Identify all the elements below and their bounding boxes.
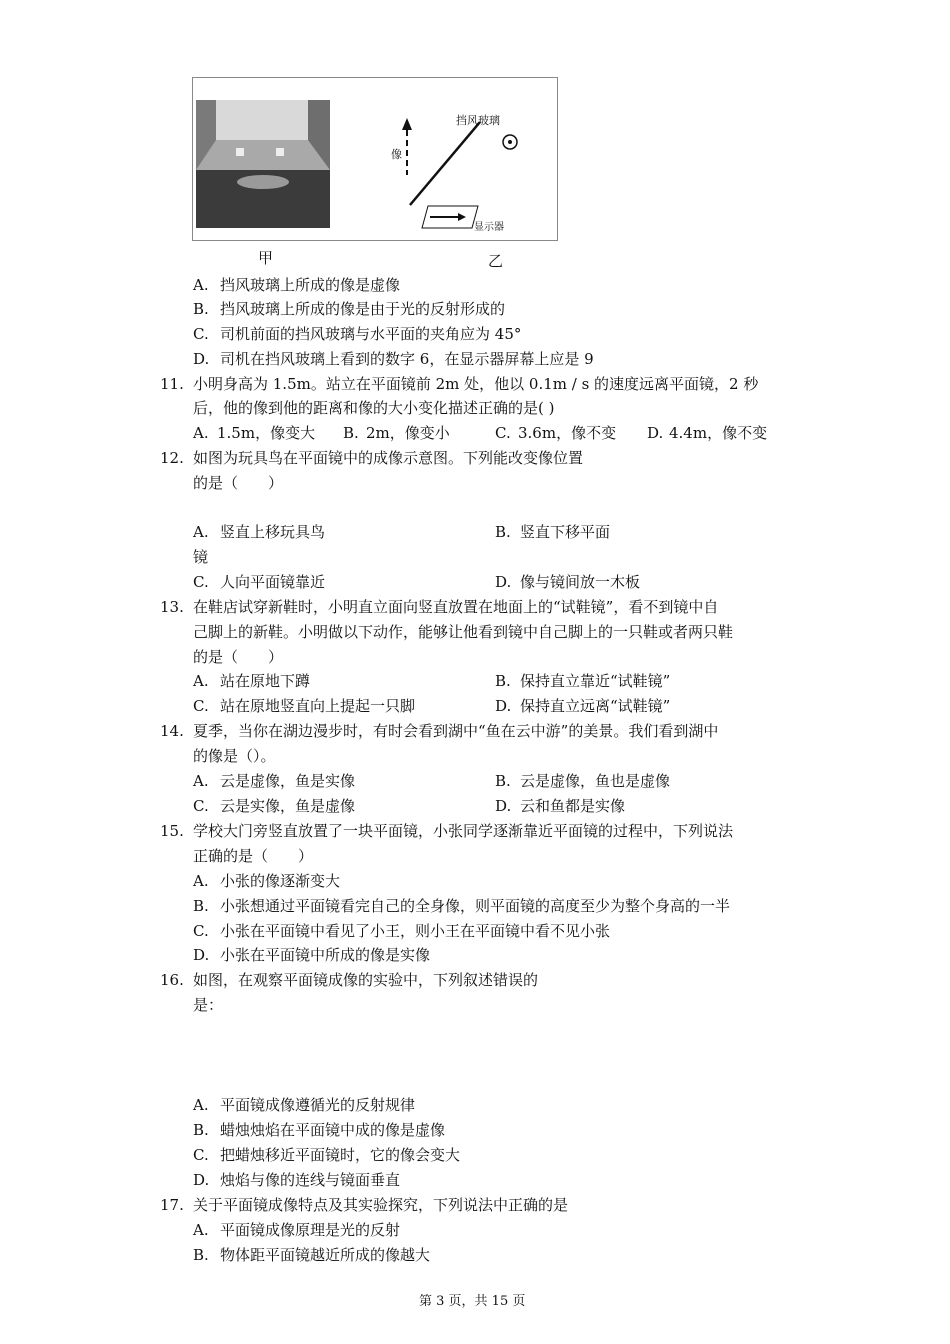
display-label: 显示器 — [474, 222, 504, 233]
dashboard-photo-icon — [196, 100, 330, 228]
q13-option-b-letter: B. — [495, 672, 511, 690]
q12-option-a: 竖直上移玩具鸟 — [220, 523, 326, 541]
q16-option-c: 把蜡烛移近平面镜时，它的像会变大 — [220, 1146, 461, 1164]
q11-option-c-letter: C. — [495, 424, 511, 442]
q11-option-c: 3.6m，像不变 — [518, 424, 617, 442]
q10-option-d-letter: D. — [193, 350, 210, 368]
q11-line2: 后，他的像到他的距离和像的大小变化描述正确的是( ) — [193, 399, 555, 417]
q16-number: 16. — [160, 971, 184, 989]
q14-option-b: 云是虚像，鱼也是虚像 — [520, 772, 671, 790]
q12-option-d: 像与镜间放一木板 — [520, 573, 641, 591]
q10-option-b-letter: B. — [193, 300, 209, 318]
q13-option-c-letter: C. — [193, 697, 209, 715]
q11-option-b: 2m，像变小 — [366, 424, 450, 442]
q17-number: 17. — [160, 1196, 184, 1214]
q11-option-d: 4.4m，像不变 — [669, 424, 768, 442]
q14-option-c: 云是实像，鱼是虚像 — [220, 797, 356, 815]
q15-option-b: 小张想通过平面镜看完自己的全身像，则平面镜的高度至少为整个身高的一半 — [220, 897, 731, 915]
q13-number: 13. — [160, 598, 184, 616]
q16-option-d: 烛焰与像的连线与镜面垂直 — [220, 1171, 401, 1189]
q15-line2: 正确的是（ ） — [193, 847, 314, 865]
q17-option-a: 平面镜成像原理是光的反射 — [220, 1221, 401, 1239]
q10-option-a: 挡风玻璃上所成的像是虚像 — [220, 276, 401, 294]
q14-option-d-letter: D. — [495, 797, 512, 815]
q12-number: 12. — [160, 449, 184, 467]
figure-label-left: 甲 — [258, 249, 274, 267]
q17-line1: 关于平面镜成像特点及其实验探究，下列说法中正确的是 — [193, 1196, 569, 1214]
q14-option-d: 云和鱼都是实像 — [520, 797, 626, 815]
q13-option-c: 站在原地竖直向上提起一只脚 — [220, 697, 416, 715]
q15-option-a: 小张的像逐渐变大 — [220, 872, 341, 890]
q11-option-b-letter: B. — [343, 424, 359, 442]
q14-option-a-letter: A. — [193, 772, 209, 790]
q13-line3: 的是（ ） — [193, 648, 284, 666]
q17-option-a-letter: A. — [193, 1221, 209, 1239]
windshield-label: 挡风玻璃 — [456, 114, 500, 127]
q12-option-c: 人向平面镜靠近 — [220, 573, 326, 591]
q15-number: 15. — [160, 822, 184, 840]
q14-option-a: 云是虚像，鱼是实像 — [220, 772, 356, 790]
q14-option-b-letter: B. — [495, 772, 511, 790]
q15-option-c: 小张在平面镜中看见了小王，则小王在平面镜中看不见小张 — [220, 922, 611, 940]
q14-number: 14. — [160, 722, 184, 740]
q12-line2: 的是（ ） — [193, 474, 284, 492]
q15-option-a-letter: A. — [193, 872, 209, 890]
figure-label-right: 乙 — [488, 252, 504, 270]
q10-option-d: 司机在挡风玻璃上看到的数字 6，在显示器屏幕上应是 9 — [220, 350, 594, 368]
q16-line2: 是： — [193, 996, 224, 1014]
q11-option-d-letter: D. — [647, 424, 664, 442]
arrow-up-icon — [402, 118, 412, 130]
q14-line2: 的像是（）。 — [193, 747, 276, 765]
q16-option-c-letter: C. — [193, 1146, 209, 1164]
windshield-photo — [196, 100, 330, 228]
q13-option-b: 保持直立靠近“试鞋镜” — [520, 672, 671, 690]
q16-option-b: 蜡烛烛焰在平面镜中成的像是虚像 — [220, 1121, 446, 1139]
q10-option-c: 司机前面的挡风玻璃与水平面的夹角应为 45° — [220, 325, 522, 343]
q15-option-d: 小张在平面镜中所成的像是实像 — [220, 946, 431, 964]
q15-line1: 学校大门旁竖直放置了一块平面镜，小张同学逐渐靠近平面镜的过程中，下列说法 — [193, 822, 734, 840]
q12-option-b-letter: B. — [495, 523, 511, 541]
q17-option-b: 物体距平面镜越近所成的像越大 — [220, 1246, 431, 1264]
windshield-line — [410, 122, 480, 205]
q16-option-d-letter: D. — [193, 1171, 210, 1189]
q14-option-c-letter: C. — [193, 797, 209, 815]
q13-line2: 己脚上的新鞋。小明做以下动作，能够让他看到镜中自己脚上的一只鞋或者两只鞋 — [193, 623, 734, 641]
q11-option-a-letter: A. — [193, 424, 209, 442]
q13-line1: 在鞋店试穿新鞋时，小明直立面向竖直放置在地面上的“试鞋镜”，看不到镜中自 — [193, 598, 719, 616]
q11-option-a: 1.5m，像变大 — [217, 424, 316, 442]
q15-option-d-letter: D. — [193, 946, 210, 964]
q10-option-c-letter: C. — [193, 325, 209, 343]
q12-option-c-letter: C. — [193, 573, 209, 591]
q16-line1: 如图，在观察平面镜成像的实验中，下列叙述错误的 — [193, 971, 539, 989]
q12-option-b-wrap: 镜 — [193, 548, 209, 566]
q12-option-a-letter: A. — [193, 523, 209, 541]
q16-option-a-letter: A. — [193, 1096, 209, 1114]
image-label: 像 — [391, 148, 402, 161]
q13-option-d-letter: D. — [495, 697, 512, 715]
q10-option-b: 挡风玻璃上所成的像是由于光的反射形成的 — [220, 300, 506, 318]
page-footer: 第 3 页，共 15 页 — [419, 1294, 526, 1309]
q12-option-b: 竖直下移平面 — [520, 523, 611, 541]
q11-line1: 小明身高为 1.5m。站立在平面镜前 2m 处，他以 0.1m / s 的速度远离平面镜，2 秒 — [193, 375, 759, 393]
q13-option-a: 站在原地下蹲 — [220, 672, 311, 690]
q12-line1: 如图为玩具鸟在平面镜中的成像示意图。下列能改变像位置 — [193, 449, 584, 467]
q16-option-a: 平面镜成像遵循光的反射规律 — [220, 1096, 416, 1114]
q15-option-c-letter: C. — [193, 922, 209, 940]
q10-option-a-letter: A. — [193, 276, 209, 294]
q13-option-a-letter: A. — [193, 672, 209, 690]
q15-option-b-letter: B. — [193, 897, 209, 915]
q17-option-b-letter: B. — [193, 1246, 209, 1264]
q11-number: 11. — [160, 375, 184, 393]
arrow-right-icon — [458, 213, 466, 221]
q12-option-d-letter: D. — [495, 573, 512, 591]
q16-option-b-letter: B. — [193, 1121, 209, 1139]
q13-option-d: 保持直立远离“试鞋镜” — [520, 697, 671, 715]
q14-line1: 夏季，当你在湖边漫步时，有时会看到湖中“鱼在云中游”的美景。我们看到湖中 — [193, 722, 719, 740]
